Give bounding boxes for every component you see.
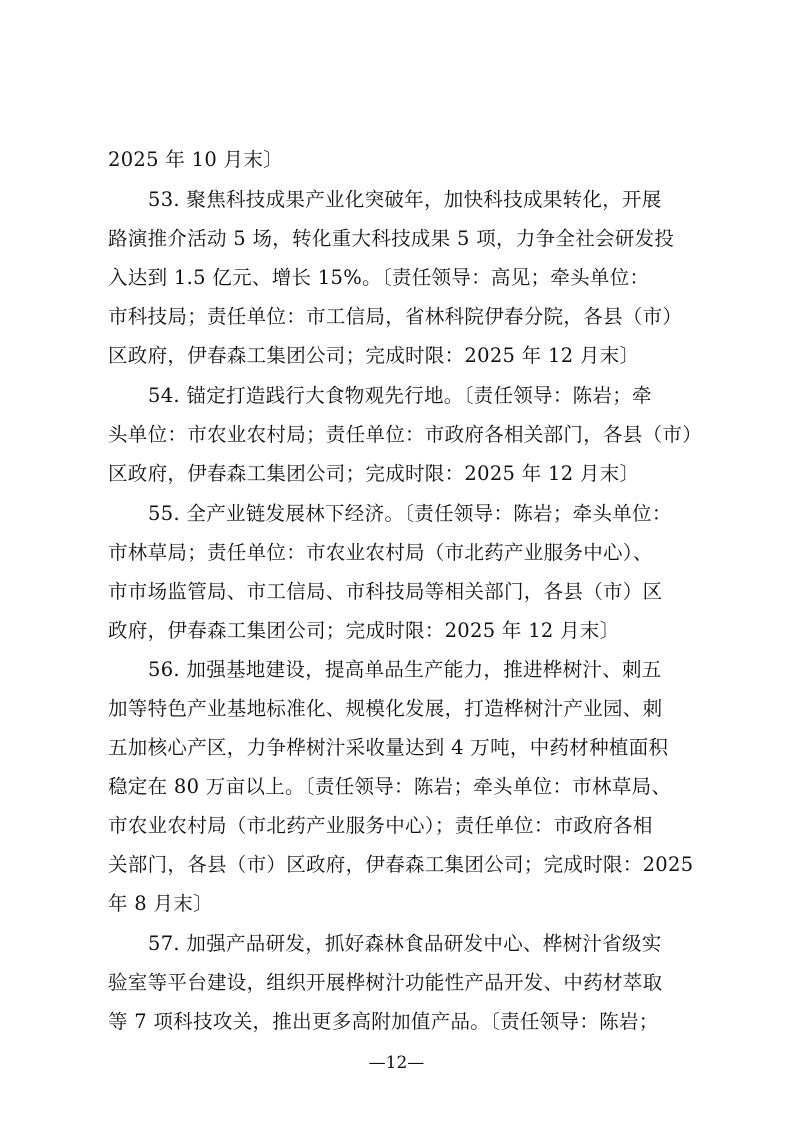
paragraph-57-line: 等 7 项科技攻关，推出更多高附加值产品。〔责任领导：陈岩； (108, 1010, 659, 1033)
paragraph-53-line: 路演推介活动 5 场，转化重大科技成果 5 项，力争全社会研发投 (108, 227, 675, 250)
paragraph-55-line: 政府，伊春森工集团公司；完成时限：2025 年 12 月末〕 (108, 619, 620, 642)
paragraph-54-line: 54. 锚定打造践行大食物观先行地。〔责任领导：陈岩；牵 (148, 384, 652, 407)
paragraph-56-line: 关部门，各县（市）区政府，伊春森工集团公司；完成时限：2025 (108, 853, 694, 876)
paragraph-53-line: 入达到 1.5 亿元、增长 15%。〔责任领导：高见；牵头单位： (108, 266, 650, 289)
paragraph-54-line: 头单位：市农业农村局；责任单位：市政府各相关部门，各县（市） (108, 423, 703, 446)
paragraph-56-line: 年 8 月末〕 (108, 892, 213, 915)
paragraph-55-line: 市市场监管局、市工信局、市科技局等相关部门，各县（市）区 (108, 580, 663, 603)
paragraph-53-line: 市科技局；责任单位：市工信局，省林科院伊春分院，各县（市） (108, 305, 683, 328)
paragraph-55-line: 市林草局；责任单位：市农业农村局（市北药产业服务中心）、 (108, 541, 653, 564)
paragraph-57-line: 验室等平台建设，组织开展桦树汁功能性产品开发、中药材萃取 (108, 971, 663, 994)
paragraph-56-line: 稳定在 80 万亩以上。〔责任领导：陈岩；牵头单位：市林草局、 (108, 775, 672, 798)
page-number: —12— (368, 1053, 425, 1073)
paragraph-57-line: 57. 加强产品研发，抓好森林食品研发中心、桦树汁省级实 (148, 932, 662, 955)
paragraph-55-line: 55. 全产业链发展林下经济。〔责任领导：陈岩；牵头单位： (148, 502, 672, 525)
paragraph-54-line: 区政府，伊春森工集团公司；完成时限：2025 年 12 月末〕 (108, 462, 640, 485)
paragraph-53-line: 区政府，伊春森工集团公司；完成时限：2025 年 12 月末〕 (108, 344, 640, 367)
paragraph-53-line: 53. 聚焦科技成果产业化突破年，加快科技成果转化，开展 (148, 188, 662, 211)
paragraph-56-line: 市农业农村局（市北药产业服务中心）；责任单位：市政府各相 (108, 814, 653, 837)
paragraph-56-line: 五加核心产区，力争桦树汁采收量达到 4 万吨，中药材种植面积 (108, 736, 669, 759)
paragraph-56-line: 加等特色产业基地标准化、规模化发展，打造桦树汁产业园、刺 (108, 697, 663, 720)
text-line: 2025 年 10 月末〕 (108, 148, 283, 171)
paragraph-56-line: 56. 加强基地建设，提高单品生产能力，推进桦树汁、刺五 (148, 658, 662, 681)
